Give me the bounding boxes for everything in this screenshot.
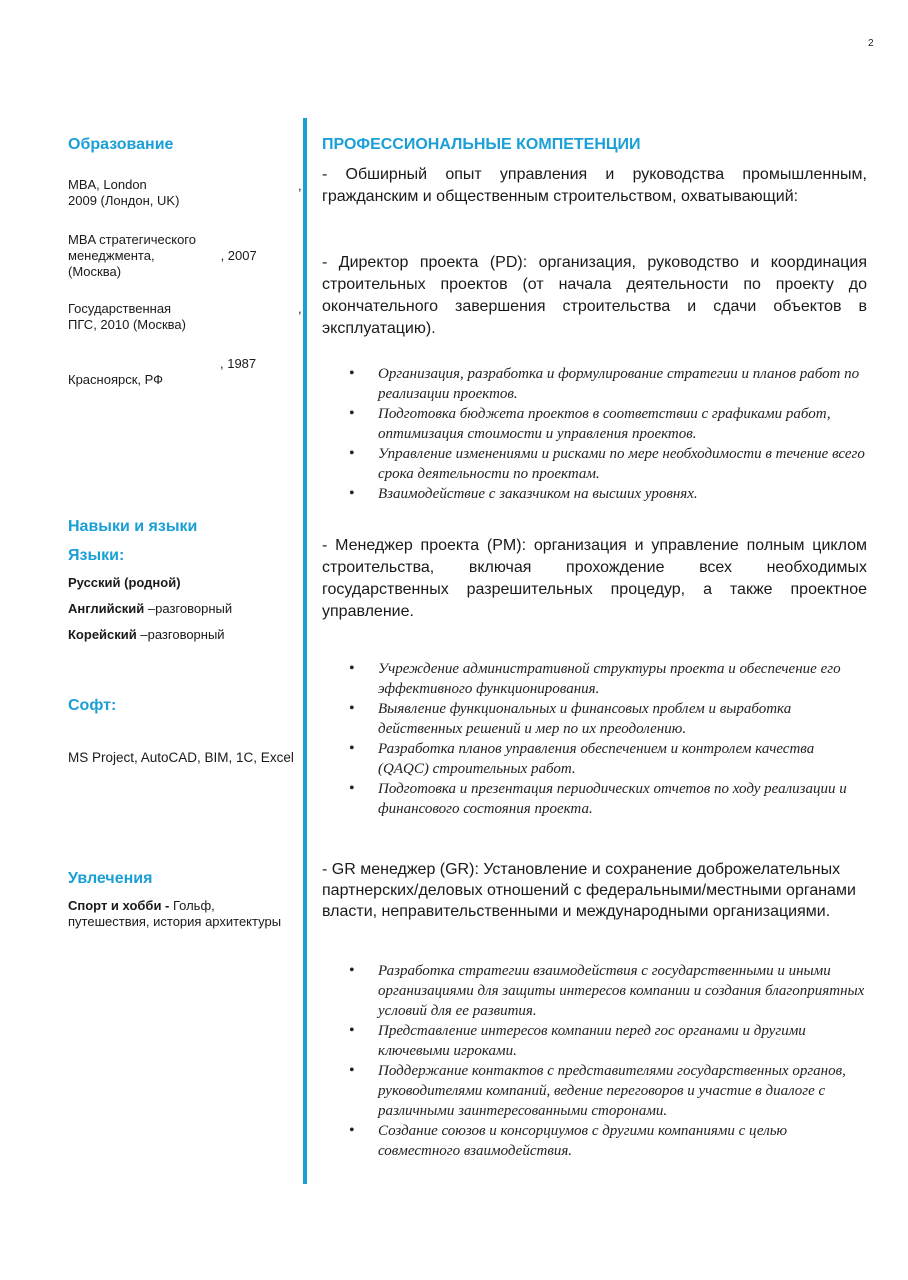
section-pm-heading: - Менеджер проекта (PM): организация и управление полным циклом строительства, включая прохождение всех необходимых государственных разрешительных процедур, а также проектное управление. [322,537,867,620]
intro-paragraph: - Обширный опыт управления и руководства промышленным, гражданским и общественным строительством, охватывающий: [322,166,867,205]
section-pd-bullets [378,364,868,504]
list-item: • Создание союзов и консорциумов с другими компаниями с целью совместного взаимодействия. [378,1121,868,1161]
education-line: MBA, London [68,177,147,192]
language-item: Корейский –разговорный [68,627,225,642]
section-gr-heading: - GR менеджер (GR): Установление и сохранение доброжелательных партнерских/деловых отношений с федеральными/местными органами власти, неправительственными и международными организациями. [322,861,856,920]
list-item: • Подготовка бюджета проектов в соответствии с графиками работ, оптимизация стоимости и управления проектов. [378,404,868,444]
education-line: Государственная [68,301,172,316]
software-heading: Софт: [68,697,117,714]
education-item-state [68,301,186,333]
languages-heading: Языки: [68,547,125,564]
vertical-divider [303,118,307,1184]
list-item: • Разработка планов управления обеспечением и контролем качества (QAQC) строительных работ. [378,739,868,779]
list-item: • Взаимодействие с заказчиком на высших уровнях. [378,484,868,504]
education-place: Красноярск, РФ [68,372,164,387]
education-line: MBA стратегического [68,232,196,247]
language-item: Английский –разговорный [68,601,233,616]
section-gr-bullets [378,961,868,1161]
list-item: • Разработка стратегии взаимодействия с государственными и иными организациями для защиты интересов компании и создания благоприятных условий для ее развития. [378,961,868,1021]
education-year-1987: , 1987 [220,356,257,371]
list-item: • Представление интересов компании перед гос органами и другими ключевыми игроками. [378,1021,868,1061]
education-comma: , [298,178,302,193]
hobbies-heading: Увлечения [68,870,153,887]
education-comma: , [298,301,302,316]
section-pm-bullets [378,659,868,819]
education-item-mba-london [68,177,179,209]
list-item: • Управление изменениями и рисками по мере необходимости в течение всего срока деятельности по проектам. [378,444,868,484]
education-line: менеджмента, , 2007 [68,248,257,263]
software-list: MS Project, AutoCAD, BIM, 1С, Excel [68,750,294,765]
education-line: (Москва) [68,264,122,279]
page-number: 2 [868,38,874,49]
list-item: • Организация, разработка и формулирование стратегии и планов работ по реализации проектов. [378,364,868,404]
section-pd-heading: - Директор проекта (PD): организация, руководство и координация строительных проектов (от начала деятельности по проекту до окончательного завершения строительства и сдачи объектов в эксплуатацию). [322,254,867,337]
education-line: ПГС, 2010 (Москва) [68,317,186,332]
language-item: Русский (родной) [68,575,181,590]
list-item: • Подготовка и презентация периодических отчетов по ходу реализации и финансового состояния проекта. [378,779,868,819]
education-item-mba-strategic [68,232,257,280]
education-line: 2009 (Лондон, UK) [68,193,180,208]
education-heading: Образование [68,136,174,153]
skills-heading: Навыки и языки [68,518,198,535]
competencies-title: ПРОФЕССИОНАЛЬНЫЕ КОМПЕТЕНЦИИ [322,136,641,153]
list-item: • Учреждение административной структуры проекта и обеспечение его эффективного функционирования. [378,659,868,699]
list-item: • Выявление функциональных и финансовых проблем и выработка действенных решений и мер по их преодолению. [378,699,868,739]
list-item: • Поддержание контактов с представителями государственных органов, руководителями компаний, ведение переговоров и участие в диалоге с различными заинтересованными сторонами. [378,1061,868,1121]
hobbies-text: Спорт и хобби - Гольф, путешествия, история архитектуры [68,898,282,929]
